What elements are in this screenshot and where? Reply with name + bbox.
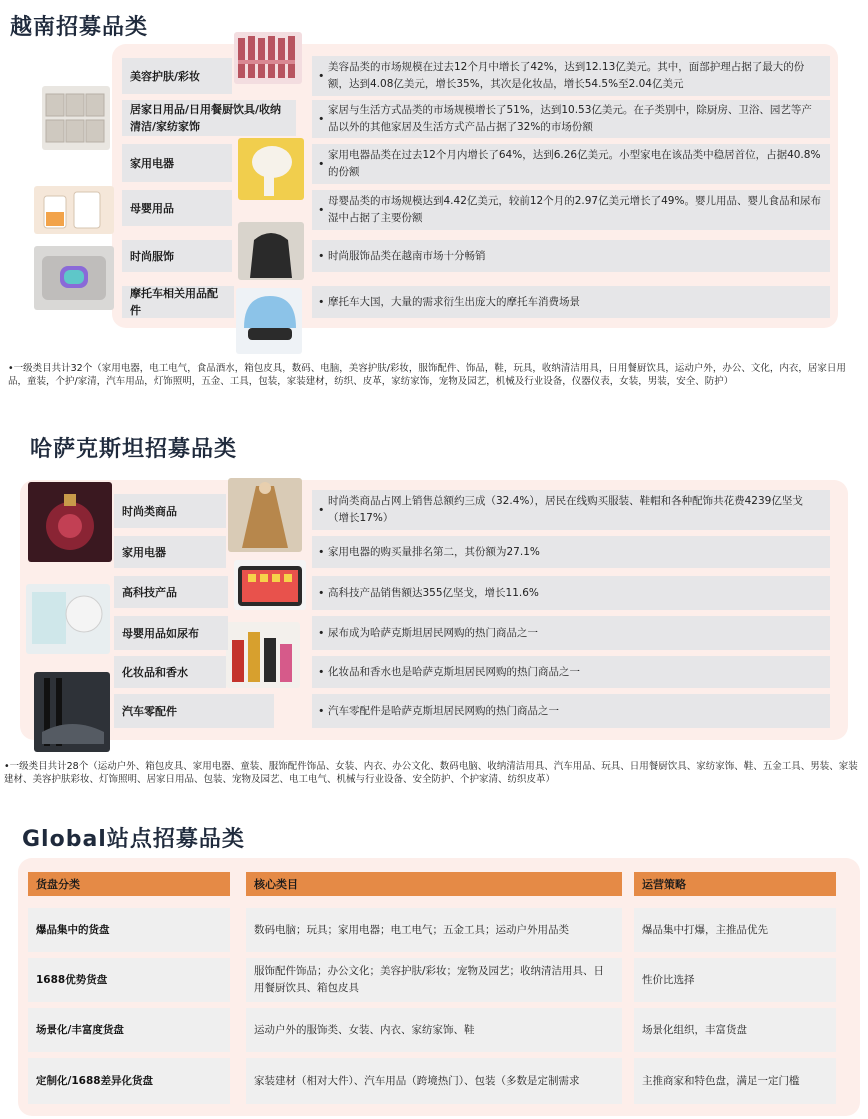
vietnam-category-desc: • 母婴品类的市场规模达到4.42亿美元，较前12个月的2.97亿美元增长了49%。婴儿用品、婴儿食品和尿布湿中占据了主要份额	[312, 190, 830, 230]
vietnam-category-label: 母婴用品	[122, 190, 232, 226]
table-cell-core: 运动户外的服饰类、女装、内衣、家纺家饰、鞋	[246, 1008, 622, 1052]
table-cell-strategy: 场景化组织，丰富货盘	[634, 1008, 836, 1052]
table-cell-category: 1688优势货盘	[28, 958, 230, 1002]
vietnam-category-label: 摩托车相关用品配件	[122, 286, 234, 318]
table-cell-category: 场景化/丰富度货盘	[28, 1008, 230, 1052]
kazakhstan-category-desc: • 化妆品和香水也是哈萨克斯坦居民网购的热门商品之一	[312, 656, 830, 688]
dress-image	[228, 478, 302, 552]
tablet-image	[234, 560, 306, 610]
diaper-image	[26, 584, 110, 654]
table-cell-strategy: 主推商家和特色盘，满足一定门槛	[634, 1058, 836, 1104]
kazakhstan-category-label: 高科技产品	[114, 576, 228, 608]
bag-image	[238, 222, 304, 280]
kazakhstan-section-title: 哈萨克斯坦招募品类	[30, 437, 238, 462]
kazakhstan-category-note: •一级类目共计28个（运动户外、箱包皮具、家用电器、童装、服饰配件饰品、女装、内衣、办公文化、数码电脑、收纳清洁用具、汽车用品、玩具、日用餐厨饮具、家纺家饰、鞋、五金工具、男装、家装建材、美容护肤彩妆、灯饰照明、居家日用品、包装、宠物及园艺、电工电气、机械与行业设备、安全防护、个护家清、纺织皮革）	[4, 761, 858, 785]
table-cell-strategy: 爆品集中打爆，主推品优先	[634, 908, 836, 952]
table-cell-category: 定制化/1688差异化货盘	[28, 1058, 230, 1104]
hair-dryer-image	[238, 138, 304, 200]
kazakhstan-category-label: 母婴用品如尿布	[114, 616, 228, 650]
vietnam-category-note: •一级类目共计32个（家用电器，电工电气，食品酒水，箱包皮具，数码、电脑，美容护肤/彩妆，服饰配件、饰品，鞋，玩具，收纳清洁用具，日用餐厨饮具，运动户外，办公、文化，内衣，居家日用品，童装，个护/家清，汽车用品，灯饰照明，五金、工具，包装，家装建材，纺织、皮革，家纺家饰，宠物及园艺，机械及行业设备，仪器仪表，女装，男装，安全、防护）	[8, 363, 846, 387]
vietnam-category-label: 时尚服饰	[122, 240, 232, 272]
vietnam-category-label: 美容护肤/彩妆	[122, 58, 232, 94]
table-cell-strategy: 性价比选择	[634, 958, 836, 1002]
kazakhstan-category-label: 家用电器	[114, 536, 226, 568]
table-header-core: 核心类目	[246, 872, 622, 896]
kazakhstan-category-desc: • 高科技产品销售额达355亿坚戈，增长11.6%	[312, 576, 830, 610]
perfume-image	[28, 482, 112, 562]
table-header-category: 货盘分类	[28, 872, 230, 896]
global-section-title: Global站点招募品类	[22, 827, 245, 852]
kazakhstan-category-desc: • 家用电器的购买量排名第二，其份额为27.1%	[312, 536, 830, 568]
table-cell-core: 家装建材（相对大件）、汽车用品（跨境热门）、包装（多数是定制需求	[246, 1058, 622, 1104]
table-cell-category: 爆品集中的货盘	[28, 908, 230, 952]
vietnam-section-title: 越南招募品类	[10, 15, 149, 40]
cosmetics-image	[226, 622, 300, 688]
vietnam-category-desc: • 摩托车大国，大量的需求衍生出庞大的摩托车消费场景	[312, 286, 830, 318]
earbuds-box-image	[34, 246, 114, 310]
storage-box-image	[42, 86, 110, 150]
kazakhstan-category-desc: • 汽车零配件是哈萨克斯坦居民网购的热门商品之一	[312, 694, 830, 728]
table-header-strategy: 运营策略	[634, 872, 836, 896]
kazakhstan-category-label: 化妆品和香水	[114, 656, 226, 688]
kazakhstan-category-label: 时尚类商品	[114, 494, 226, 528]
kazakhstan-category-desc: • 尿布成为哈萨克斯坦居民网购的热门商品之一	[312, 616, 830, 650]
vietnam-category-desc: • 美容品类的市场规模在过去12个月中增长了42%，达到12.13亿美元。其中，面部护理占据了最大的份额，达到4.08亿美元，增长35%，其次是化妆品，增长54.5%至2.04亿美元	[312, 56, 830, 96]
vietnam-category-desc: • 时尚服饰品类在越南市场十分畅销	[312, 240, 830, 272]
helmet-image	[236, 288, 302, 354]
vietnam-category-label: 居家日用品/日用餐厨饮具/收纳清洁/家纺家饰	[122, 100, 296, 136]
table-cell-core: 数码电脑；玩具；家用电器；电工电气；五金工具；运动户外用品类	[246, 908, 622, 952]
table-cell-core: 服饰配件饰品；办公文化；美容护肤/彩妆；宠物及园艺；收纳清洁用具、日用餐厨饮具、箱包皮具	[246, 958, 622, 1002]
vietnam-category-desc: • 家居与生活方式品类的市场规模增长了51%，达到10.53亿美元。在子类别中，除厨房、卫浴、园艺等产品以外的其他家居及生活方式产品占据了32%的市场份额	[312, 100, 830, 138]
baby-kettle-image	[34, 186, 114, 234]
car-parts-image	[34, 672, 110, 752]
kazakhstan-category-desc: • 时尚类商品占网上销售总额约三成（32.4%），居民在线购买服装、鞋帽和各种配饰共花费4239亿坚戈（增长17%）	[312, 490, 830, 530]
kazakhstan-category-label: 汽车零配件	[114, 694, 274, 728]
vietnam-category-desc: • 家用电器品类在过去12个月内增长了64%，达到6.26亿美元。小型家电在该品类中稳居首位，占据40.8%的份额	[312, 144, 830, 184]
lipstick-image	[234, 32, 302, 84]
vietnam-category-label: 家用电器	[122, 144, 232, 182]
